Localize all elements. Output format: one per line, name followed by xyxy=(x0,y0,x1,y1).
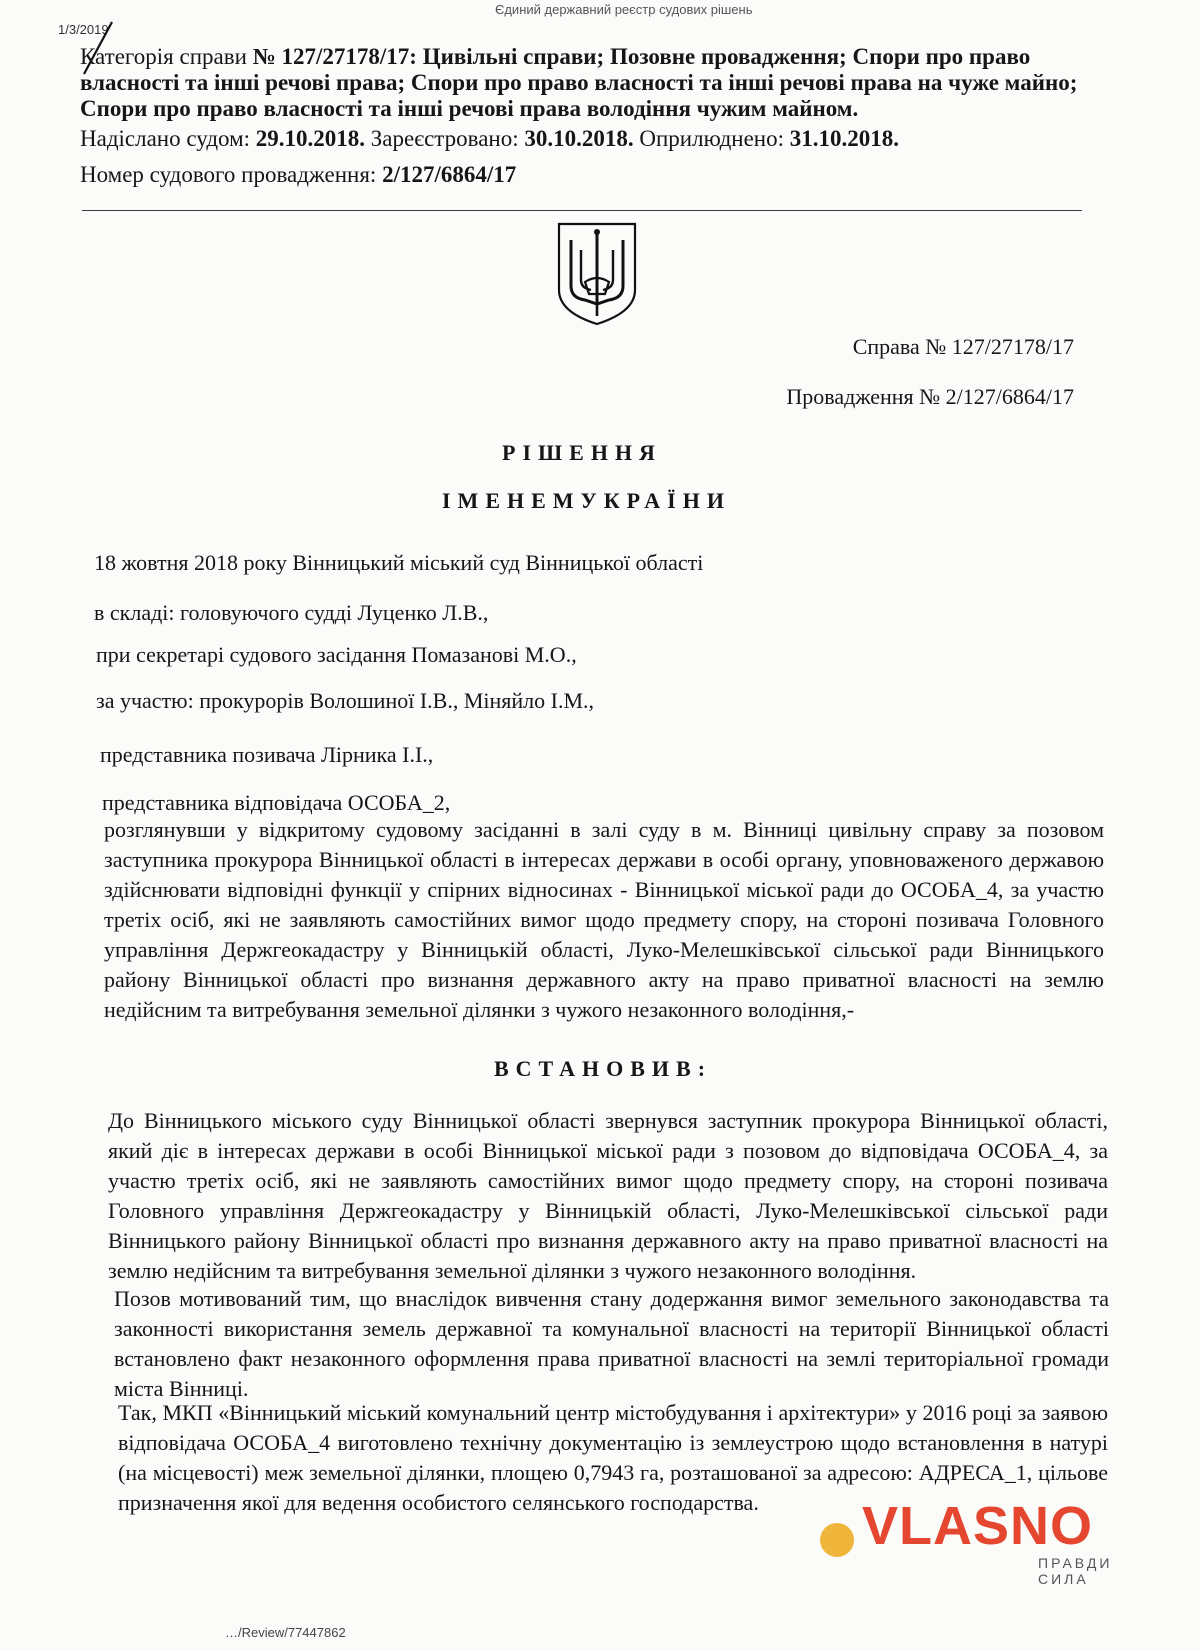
sent-label: Надіслано судом: xyxy=(80,126,251,151)
decision-title: РІШЕННЯ xyxy=(502,440,662,465)
established-heading: ВСТАНОВИВ: xyxy=(494,1056,713,1081)
proceeding-number: Провадження № 2/127/6864/17 xyxy=(786,384,1074,409)
court-line-2: в складі: головуючого судді Луценко Л.В., xyxy=(94,600,489,625)
proceeding-value: 2/127/6864/17 xyxy=(382,162,517,187)
category-value-2: власності та інші речові права; Спори про право власності та інші речові права на чуже майно; xyxy=(80,70,1078,95)
sent-date: 29.10.2018. xyxy=(255,126,366,151)
published-label: Оприлюднено: xyxy=(639,126,784,151)
court-line-6: представника відповідача ОСОБА_2, xyxy=(102,790,451,815)
category-line-2 xyxy=(80,70,1077,96)
category-value-1: № 127/27178/17: Цивільні справи; Позовне провадження; Спори про право xyxy=(252,44,1031,69)
coat-of-arms-icon xyxy=(555,220,639,328)
dates-line xyxy=(80,126,899,152)
print-date: 1/3/2019 xyxy=(58,22,109,37)
court-line-4: за участю: прокурорів Волошиної І.В., Міняйло І.М., xyxy=(96,688,595,713)
footer-url: …/Review/77447862 xyxy=(225,1625,346,1640)
registered-label: Зареєстровано: xyxy=(370,126,519,151)
category-line-3 xyxy=(80,96,858,122)
body-paragraph-2: Позов мотивований тим, що внаслідок вивчення стану додержання вимог земельного законодавства та законності використання земель державної та комунальної власності на території Вінницької області встановлено факт незаконного оформлення права приватної власності на землі територіальної громади міста Вінниці. xyxy=(114,1286,1109,1401)
body-paragraph-3: Так, МКП «Вінницький міський комунальний центр містобудування і архітектури» у 2016 році за заявою відповідача ОСОБА_4 виготовлено технічну документацію із землеустрою щодо встановлення в натурі (на місцевості) меж земельної ділянки, площею 0,7943 га, розташованої за адресою: АДРЕСА_1, цільове призначення якої для ведення особистого селянського господарства. xyxy=(118,1400,1108,1515)
header-divider xyxy=(82,210,1082,211)
category-value-3: Спори про право власності та інші речові права володіння чужим майном. xyxy=(80,96,859,121)
watermark-dot-icon xyxy=(820,1523,854,1557)
in-the-name-title: ІМЕНЕМУКРАЇНИ xyxy=(442,488,731,513)
category-line-1 xyxy=(80,44,1030,70)
proceeding-label: Номер судового провадження: xyxy=(80,162,377,187)
registered-date: 30.10.2018. xyxy=(524,126,634,151)
published-date: 31.10.2018. xyxy=(789,126,899,151)
watermark-tagline: ПРАВДИ СИЛА xyxy=(1038,1555,1113,1587)
court-line-3: при секретарі судового засідання Помазанові М.О., xyxy=(96,642,577,667)
proceeding-line xyxy=(80,162,516,188)
category-label: Категорія справи xyxy=(80,44,247,69)
registry-title: Єдиний державний реєстр судових рішень xyxy=(495,2,753,17)
case-number: Справа № 127/27178/17 xyxy=(852,334,1074,359)
vlasno-watermark xyxy=(820,1495,1113,1587)
body-paragraph-1: До Вінницького міського суду Вінницької області звернувся заступник прокурора Вінницької області, який діє в інтересах держави в особі Вінницької міської ради з позовом до відповідача ОСОБА_4, за участю третіх осіб, які не заявляють самостійних вимог щодо предмету спору, на стороні позивача Головного управління Держгеокадастру у Вінницькій області, Луко-Мелешківської сільської ради Вінницького району Вінницької області про визнання державного акту на право приватної власності на землю недійсним та витребування земельної ділянки з чужого незаконного володіння. xyxy=(108,1108,1108,1283)
intro-paragraph: розглянувши у відкритому судовому засіданні в залі суду в м. Вінниці цивільну справу за позовом заступника прокурора Вінницької області в інтересах держави в особі органу, уповноваженого державою здійснювати відповідні функції у спірних відносинах - Вінницької міської ради до ОСОБА_4, за участю третіх осіб, які не заявляють самостійних вимог щодо предмету спору, на стороні позивача Головного управління Держгеокадастру у Вінницькій області, Луко-Мелешківської сільської ради Вінницького району Вінницької області про визнання державного акту на право приватної власності на землю недійсним та витребування земельної ділянки з чужого незаконного володіння,- xyxy=(104,817,1104,1022)
court-line-5: представника позивача Лірника І.І., xyxy=(100,742,434,767)
court-line-1: 18 жовтня 2018 року Вінницький міський суд Вінницької області xyxy=(94,550,704,575)
watermark-logo: VLASNO xyxy=(862,1496,1094,1556)
